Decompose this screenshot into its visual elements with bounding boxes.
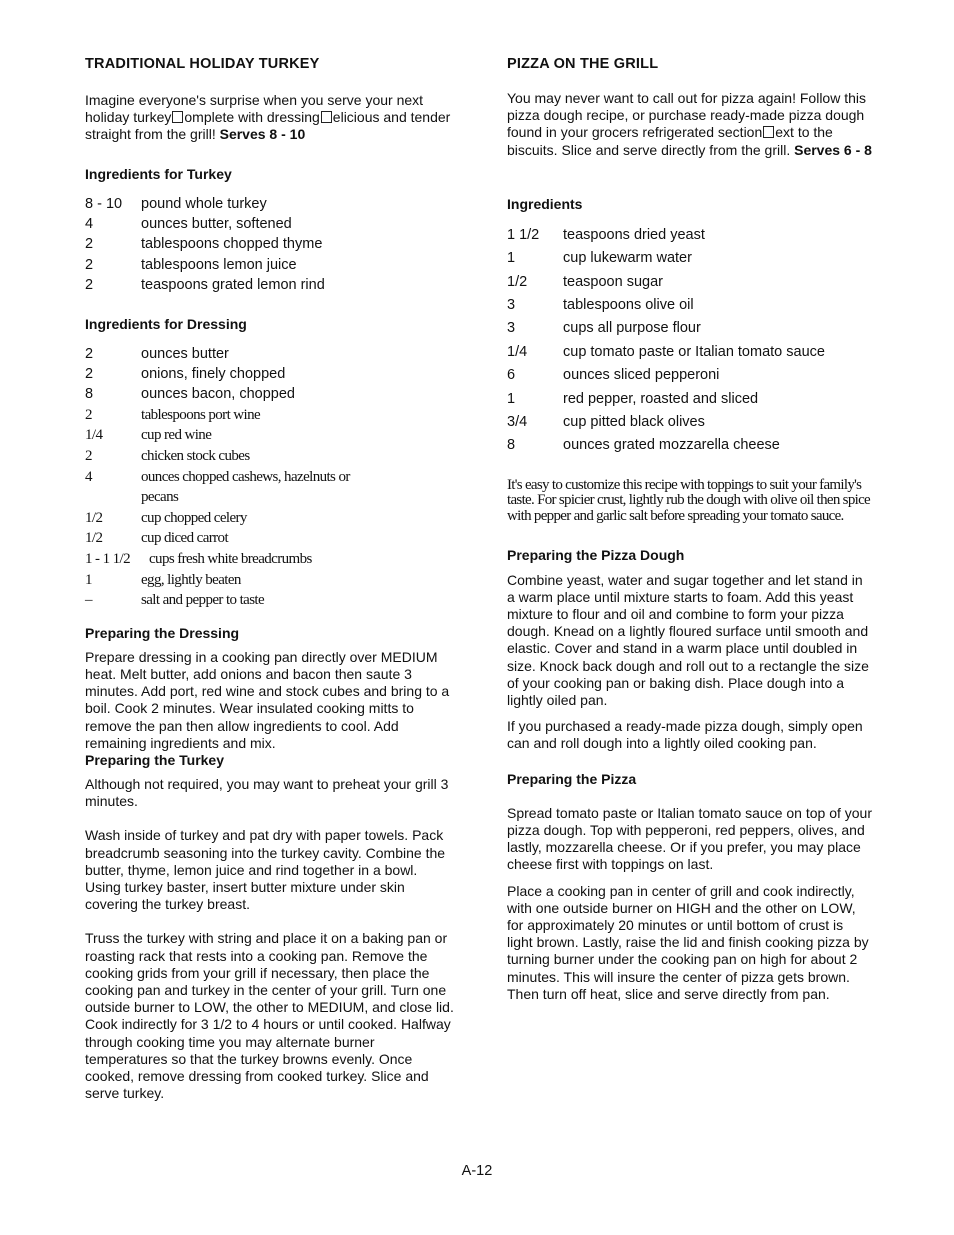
prep-dough-text-2: If you purchased a ready-made pizza dough, simply open can and roll dough into a lightly oiled cooking pan.: [507, 718, 863, 752]
ingredient-row: 1 1/2 teaspoons dried yeast: [507, 226, 705, 243]
ingredient-row: 2 teaspoons grated lemon rind: [85, 277, 325, 294]
pizza-recipe-column: [507, 52, 872, 1003]
ingredient-row: 3/4 cup pitted black olives: [507, 414, 705, 431]
prep-dressing-text: Prepare dressing in a cooking pan directly over MEDIUM heat. Melt butter, add onions and bacon then saute 3 minutes. Add port, red wine and stock cubes and bring to a boil. Cook 2 minutes. Wear insulated cooking mitts to remove the pan then allow ingredients to cool. Add remaining ingredients and mix.: [85, 648, 450, 751]
ingredient-row: 1 egg, lightly beaten: [85, 571, 241, 588]
turkey-serves: Serves 8 - 10: [219, 126, 306, 143]
ingredient-row: 2 tablespoons port wine: [85, 406, 261, 423]
ingredient-row: 3 tablespoons olive oil: [507, 297, 694, 314]
turkey-recipe-column: [85, 52, 455, 1102]
ingredient-row: 3 cups all purpose flour: [507, 320, 701, 337]
turkey-ingredients-heading: Ingredients for Turkey: [85, 165, 232, 182]
ingredient-row: 1/4 cup tomato paste or Italian tomato sauce: [507, 343, 825, 360]
missing-glyph-box: [763, 126, 774, 138]
ingredient-row: 1 - 1 1/2 cups fresh white breadcrumbs: [85, 551, 312, 568]
dressing-ingredient-list: [85, 344, 455, 611]
pizza-tip: It's easy to customize this recipe with toppings to suit your family's taste. For spicier crust, lightly rub the dough with olive oil then spice with pepper and garlic salt before spreading your tomato sauce.: [507, 476, 870, 525]
ingredient-row: 8 ounces bacon, chopped: [85, 386, 295, 403]
prep-turkey-heading: Preparing the Turkey: [85, 752, 225, 769]
page-number: A-12: [461, 1163, 493, 1179]
turkey-title: TRADITIONAL HOLIDAY TURKEY: [85, 56, 320, 72]
prep-turkey-text-2: Wash inside of turkey and pat dry with paper towels. Pack breadcrumb seasoning into the turkey cavity. Combine the butter, thyme, lemon juice and rind together in a bowl. Using turkey baster, insert butter mixture under skin covering the turkey breast.: [85, 827, 446, 913]
prep-dough-heading: Preparing the Pizza Dough: [507, 546, 685, 563]
ingredient-row: 4 ounces butter, softened: [85, 216, 292, 233]
ingredient-row: 1/4 cup red wine: [85, 427, 212, 444]
ingredient-row: 2 tablespoons lemon juice: [85, 256, 297, 273]
prep-dressing-heading: Preparing the Dressing: [85, 624, 240, 641]
pizza-ingredients-heading: Ingredients: [507, 195, 583, 212]
pizza-intro: You may never want to call out for pizza again! Follow this pizza dough recipe, or purchase ready-made pizza dough found in your grocers refrigerated section ext to the biscuits. Slice and serve directly from the grill. Serves 6 - 8: [507, 90, 872, 158]
ingredient-row: 4 ounces chopped cashews, hazelnuts or: [85, 468, 350, 485]
ingredient-row: 8 - 10 pound whole turkey: [85, 195, 267, 212]
ingredient-row: 1/2 cup diced carrot: [85, 530, 229, 547]
ingredient-row: 1/2 teaspoon sugar: [507, 273, 663, 290]
prep-pizza-text-1: Spread tomato paste or Italian tomato sauce on top of your pizza dough. Top with pepperoni, red peppers, olives, and lastly, mozzarella cheese. Or if you prefer, you may place cheese first with toppings on last.: [507, 804, 872, 873]
ingredient-row: 1 cup lukewarm water: [507, 250, 692, 267]
ingredient-row: 2 chicken stock cubes: [85, 448, 250, 465]
ingredient-row: 6 ounces sliced pepperoni: [507, 367, 720, 384]
prep-pizza-heading: Preparing the Pizza: [507, 770, 637, 787]
ingredient-row: 2 ounces butter: [85, 345, 229, 362]
dressing-ingredients-heading: Ingredients for Dressing: [85, 315, 247, 332]
ingredient-row: 1/2 cup chopped celery: [85, 509, 247, 526]
turkey-ingredient-list: [85, 194, 455, 296]
prep-dough-text-1: Combine yeast, water and sugar together and let stand in a warm place until mixture starts to foam. Add this yeast mixture to flour and oil and combine to form your pizza dough. Knead on a lightly floured surface until smooth and elastic. Cover and stand in a warm place until doubled in size. Knock back dough and roll out to a rectangle the size of your cooking pan or baking dish. Place dough into a lightly oiled pan.: [507, 571, 869, 709]
ingredient-row: – salt and pepper to taste: [85, 592, 265, 609]
missing-glyph-box: [321, 111, 332, 123]
ingredient-row: 2 onions, finely chopped: [85, 366, 286, 383]
prep-turkey-text-1: Although not required, you may want to preheat your grill 3 minutes.: [85, 776, 449, 810]
turkey-intro: Imagine everyone's surprise when you serve your next holiday turkey omplete with dressing elicious and tender straight from the grill! Serves 8 - 10: [85, 92, 451, 143]
pizza-serves: Serves 6 - 8: [794, 141, 872, 158]
pizza-title: PIZZA ON THE GRILL: [507, 56, 659, 72]
missing-glyph-box: [172, 111, 183, 123]
ingredient-row: 8 ounces grated mozzarella cheese: [507, 437, 780, 454]
prep-turkey-text-3: Truss the turkey with string and place it on a baking pan or roasting rack that rests into a cooking pan. Remove the cooking grids from your grill if necessary, then place the cooking pan and turkey in the center of your grill. Turn one outside burner to LOW, the other to MEDIUM, and close lid. Cook indirectly for 3 1/2 to 4 hours or until cooked. Halfway through cooking time you may alternate burner temperatures so that the turkey browns evenly. Once cooked, remove dressing from cooked turkey. Slice and serve turkey.: [85, 930, 454, 1102]
ingredient-row: 1 red pepper, roasted and sliced: [507, 390, 759, 407]
pizza-ingredient-list: [507, 224, 872, 458]
ingredient-row: 2 tablespoons chopped thyme: [85, 236, 323, 253]
ingredient-row: pecans: [141, 489, 179, 506]
prep-pizza-text-2: Place a cooking pan in center of grill and cook indirectly, with one outside burner on HIGH and the other on LOW, for approximately 20 minutes or until bottom of crust is light brown. Lastly, raise the lid and finish cooking pizza by turning burner under the cooking pan on high for about 2 minutes. This will insure the center of pizza gets brown. Then turn off heat, slice and serve directly from pan.: [507, 882, 869, 1002]
